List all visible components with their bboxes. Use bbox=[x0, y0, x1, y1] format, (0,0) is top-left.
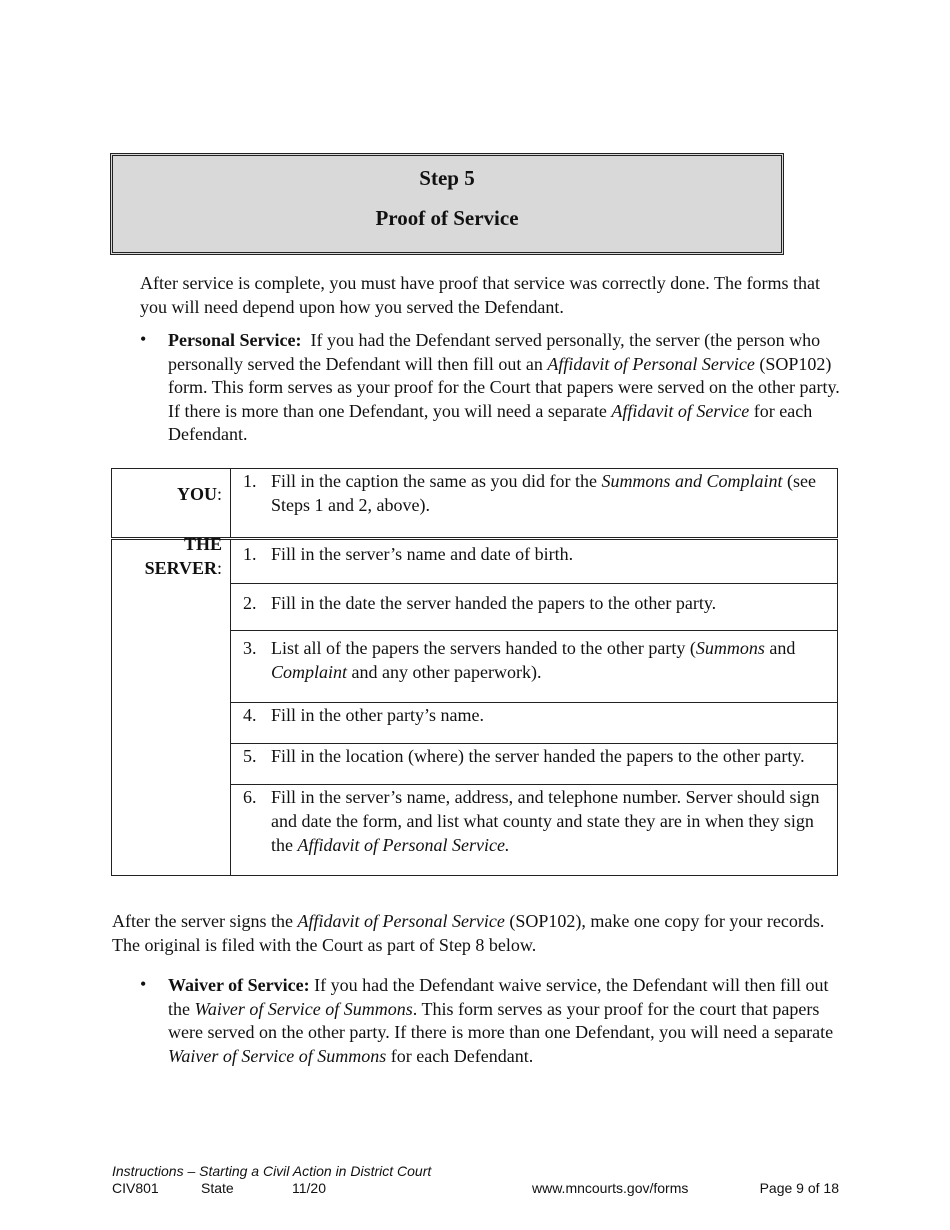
step-title: Proof of Service bbox=[375, 206, 519, 230]
step-text: Fill in the caption the same as you did for the bbox=[271, 471, 597, 491]
waiver-text: . This form serves as your proof for the court that papers were served on the other party. If there is more than one Defendant, you will need a separate bbox=[168, 998, 834, 1042]
personal-service-text: for each Defendant. bbox=[168, 400, 813, 444]
step-text: Fill in the server’s name, address, and telephone number. Server should sign and date the form, and list what county and state they are in when they sign the bbox=[271, 787, 820, 855]
after-server-paragraph bbox=[112, 910, 847, 957]
step-num: 1. bbox=[243, 544, 257, 564]
form-name-affidavit: Affidavit of Personal Service bbox=[297, 911, 505, 931]
waiver-label: Waiver of Service: bbox=[168, 975, 310, 995]
you-row bbox=[112, 469, 838, 539]
form-name-waiver: Waiver of Service of Summons bbox=[168, 1045, 387, 1066]
personal-service-label: Personal Service: bbox=[168, 330, 302, 350]
step-text: Fill in the other party’s name. bbox=[271, 705, 484, 725]
personal-service-text: If you had the Defendant served personally, the server (the person who personally served the Defendant will then fill out an bbox=[168, 330, 821, 374]
step-italic: Summons and Complaint bbox=[601, 471, 783, 491]
server-label-line-1: THE bbox=[183, 534, 222, 554]
waiver-text: for each Defendant. bbox=[390, 1045, 534, 1066]
server-step-cell bbox=[231, 631, 838, 703]
after-server-text: (SOP102), make one copy for your records. The original is filed with the Court as part of Step 8 below. bbox=[112, 911, 825, 955]
server-step-item bbox=[231, 785, 837, 857]
personal-service-text: (SOP102) form. This form serves as your proof for the Court that papers were served on the other party. If there is more than one Defendant, you will need a separate bbox=[168, 353, 840, 421]
footer-date: 11/20 bbox=[292, 1180, 326, 1196]
after-server-text: After the server signs the bbox=[112, 911, 293, 931]
bullet-personal-service: • bbox=[140, 329, 147, 349]
you-label: YOU bbox=[176, 484, 217, 504]
bullet-waiver: • bbox=[140, 974, 147, 994]
server-label-cell bbox=[112, 534, 231, 876]
instructions-table bbox=[111, 468, 838, 876]
server-step-item bbox=[231, 703, 837, 727]
server-step-cell bbox=[231, 539, 838, 584]
waiver-paragraph bbox=[168, 974, 843, 1068]
server-step-item bbox=[231, 631, 837, 684]
footer-page-number: Page 9 of 18 bbox=[759, 1180, 839, 1196]
server-step-cell bbox=[231, 744, 838, 785]
server-step-item bbox=[231, 584, 837, 615]
step-num: 4. bbox=[243, 705, 257, 725]
label-colon: : bbox=[216, 484, 222, 504]
step-num: 1. bbox=[243, 471, 257, 491]
step-text: (see Steps 1 and 2, above). bbox=[271, 471, 816, 515]
form-name-affidavit-of-service: Affidavit of Service bbox=[611, 400, 750, 421]
step-text: Fill in the server’s name and date of birth. bbox=[271, 544, 574, 564]
step-num: 2. bbox=[243, 593, 257, 613]
step-italic: Affidavit of Personal Service. bbox=[297, 835, 510, 855]
page-footer bbox=[112, 1163, 839, 1197]
form-name-waiver: Waiver of Service of Summons bbox=[194, 998, 413, 1019]
label-colon: : bbox=[216, 558, 222, 578]
step-text: Fill in the date the server handed the papers to the other party. bbox=[271, 593, 717, 613]
server-label-line-2: SERVER bbox=[144, 558, 217, 578]
step-num: 3. bbox=[243, 638, 257, 658]
server-step-cell bbox=[231, 703, 838, 744]
personal-service-paragraph bbox=[168, 329, 843, 447]
step-text: and any other paperwork). bbox=[351, 662, 542, 682]
server-row-1 bbox=[112, 539, 838, 584]
you-steps-cell bbox=[231, 469, 838, 539]
waiver-text: If you had the Defendant waive service, the Defendant will then fill out the bbox=[168, 975, 829, 1019]
footer-type: State bbox=[201, 1180, 234, 1196]
step-num: 6. bbox=[243, 787, 257, 807]
step-text: List all of the papers the servers handed to the other party ( bbox=[271, 638, 696, 658]
step-header-box bbox=[110, 153, 784, 255]
you-step-item bbox=[231, 469, 837, 517]
step-num: 5. bbox=[243, 746, 257, 766]
server-step-item bbox=[231, 744, 837, 768]
server-step-cell bbox=[231, 785, 838, 876]
server-step-item bbox=[231, 540, 837, 566]
step-italic: Summons bbox=[695, 638, 765, 658]
step-text: Fill in the location (where) the server handed the papers to the other party. bbox=[271, 746, 805, 766]
step-number: Step 5 bbox=[419, 166, 475, 190]
footer-title: Instructions – Starting a Civil Action in District Court bbox=[112, 1163, 432, 1179]
step-text: and bbox=[769, 638, 796, 658]
form-name-affidavit: Affidavit of Personal Service bbox=[547, 353, 755, 374]
footer-url: www.mncourts.gov/forms bbox=[532, 1180, 689, 1196]
step-italic: Complaint bbox=[271, 662, 348, 682]
server-step-cell bbox=[231, 584, 838, 631]
footer-form-id: CIV801 bbox=[112, 1180, 159, 1196]
you-label-cell bbox=[112, 469, 231, 539]
intro-paragraph: After service is complete, you must have proof that service was correctly done. The forms that you will need depend upon how you served the Defendant. bbox=[140, 273, 820, 317]
